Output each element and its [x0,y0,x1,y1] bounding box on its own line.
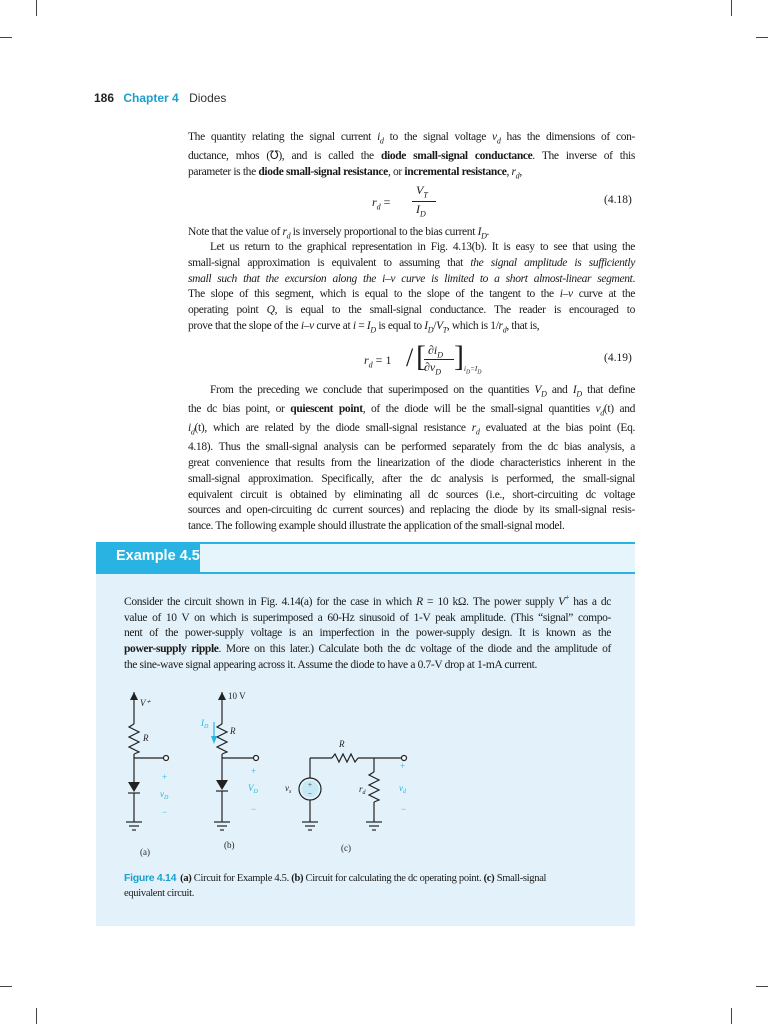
crop-mark [756,986,768,987]
resistor-label-a: R [143,733,149,743]
figure-label-c: (c) [341,843,351,853]
crop-mark [731,0,732,16]
chapter-label: Chapter 4 [123,91,179,105]
chapter-title: Diodes [189,91,227,105]
resistor-label-b: R [230,726,236,736]
term-conductance: diode small-signal conductance [380,150,533,163]
term-ripple: power-supply ripple [124,643,219,656]
minus-b: − [251,804,257,814]
circuit-c [285,739,407,853]
vD-label: $v_D$ [160,789,169,801]
page-number: 186 [94,91,115,105]
term-quiescent: quiescent point [290,403,363,416]
plus-a: + [162,772,168,782]
crop-mark [36,1008,37,1024]
example-title: Example 4.5 [116,548,200,564]
example-text: Consider the circuit shown in Fig. 4.14(a) for the case in which R = 10 kΩ. The power supply V+ has a dc value of 10 V on which is superimposed a 60-Hz sinusoid of 1-V peak amplitude. (This “signal” compo- nent of the power-supply voltage is an imperfection in the power-supply design. It is known as the power-supply ripple. More on this later.) Calculate both the dc voltage of the diode and the amplitude of the sine-wave signal appearing across it. Assume the diode to have a 0.7-V drop at 1-mA current. [124,593,612,672]
equation-number: (4.19) [604,352,632,364]
circuit-figure [110,684,430,864]
caption-figure-number: Figure 4.14 [124,872,177,884]
paragraph-conclusion: From the preceding we conclude that superimposed on the quantities $V_D$ and $I_D$ that define the dc bias point, or quiescent point, of the diode will be the small-signal quantities $v_d(t)$ and $i_d(t)$, which are related by the diode small-signal resistance $r_d$ evaluated at the bias point (Eq. 4.18). Thus the small-signal analysis can be performed separately from the dc bias analysis, a great convenience that results from the linearization of the diode characteristics inherent in the small-signal approximation. Specifically, after the dc analysis is performed, the small-signal equivalent circuit is obtained by eliminating all dc sources (i.e., short-circuiting dc voltage sources and open-circuiting dc current sources) and replacing the diode by its small-signal resis- tance. The following example should illustrate the application of the small-signal model. [188,384,636,533]
minus-a: − [162,807,168,817]
paragraph-graphical: Let us return to the graphical representation in Fig. 4.13(b). It is easy to see that using the small-signal approximation is equivalent to assuming that the signal amplitude is sufficiently small such that the excursion along the i–v curve is limited to a short almost-linear segment. The slope of this segment, which is equal to the slope of the tangent to the i–v curve at the operating point Q, is equal to the small-signal conductance. The reader is encouraged to prove that the slope of the i–v curve at $i = I_D$ is equal to $I_D/V_T$, which is $1/r_d$, that is, [188,241,635,335]
crop-mark [0,37,12,38]
crop-mark [0,986,12,987]
svg-text:−: − [308,790,312,798]
figure-caption: Figure 4.14 (a) Circuit for Example 4.5. (b) Circuit for calculating the dc operating point. (c) Small-signal equivalent circuit. [124,872,547,899]
equation-number: (4.18) [604,194,632,206]
VD-label: $V_D$ [248,783,258,795]
crop-mark [36,0,37,16]
minus-c: − [401,804,407,814]
equation-4-18: $r_d$ = $V_T$ $I_D$ [372,185,442,221]
equation-4-19: $r_d = 1$ / [ $\partial i_D$ $\partial v_D$ ] $i_D=I_D$ [364,340,482,377]
crop-mark [731,1008,732,1024]
paragraph-note: Note that the value of $r_d$ is inversely proportional to the bias current $I_D$. [188,226,490,241]
supply-label-b: 10 V [228,691,246,701]
circuit-b [200,691,259,850]
running-head [94,91,226,105]
term-incremental: incremental resistance [404,165,507,178]
paragraph-conductance: The quantity relating the signal current $i_d$ to the signal voltage $v_d$ has the dimensions of con- ductance, mhos (℧), and is called the diode small-signal conductance. The inverse of this parameter is the diode small-signal resistance, or incremental resistance, $r_d$, [188,131,635,181]
supply-label-a: V⁺ [140,698,151,708]
figure-label-a: (a) [140,847,150,857]
plus-b: + [251,766,257,776]
term-resistance: diode small-signal resistance [258,165,388,178]
rd-label: $r_d$ [359,784,366,796]
vs-label: $v_s$ [285,783,292,795]
plus-c: + [400,761,406,771]
circuit-a [126,692,169,857]
figure-label-b: (b) [224,840,235,850]
svg-text:+: + [308,781,312,789]
ID-label: $I_D$ [201,718,209,730]
resistor-label-c: R [339,739,345,749]
crop-mark [756,37,768,38]
example-header-tab [200,544,635,572]
vd-label: $v_d$ [399,783,406,795]
